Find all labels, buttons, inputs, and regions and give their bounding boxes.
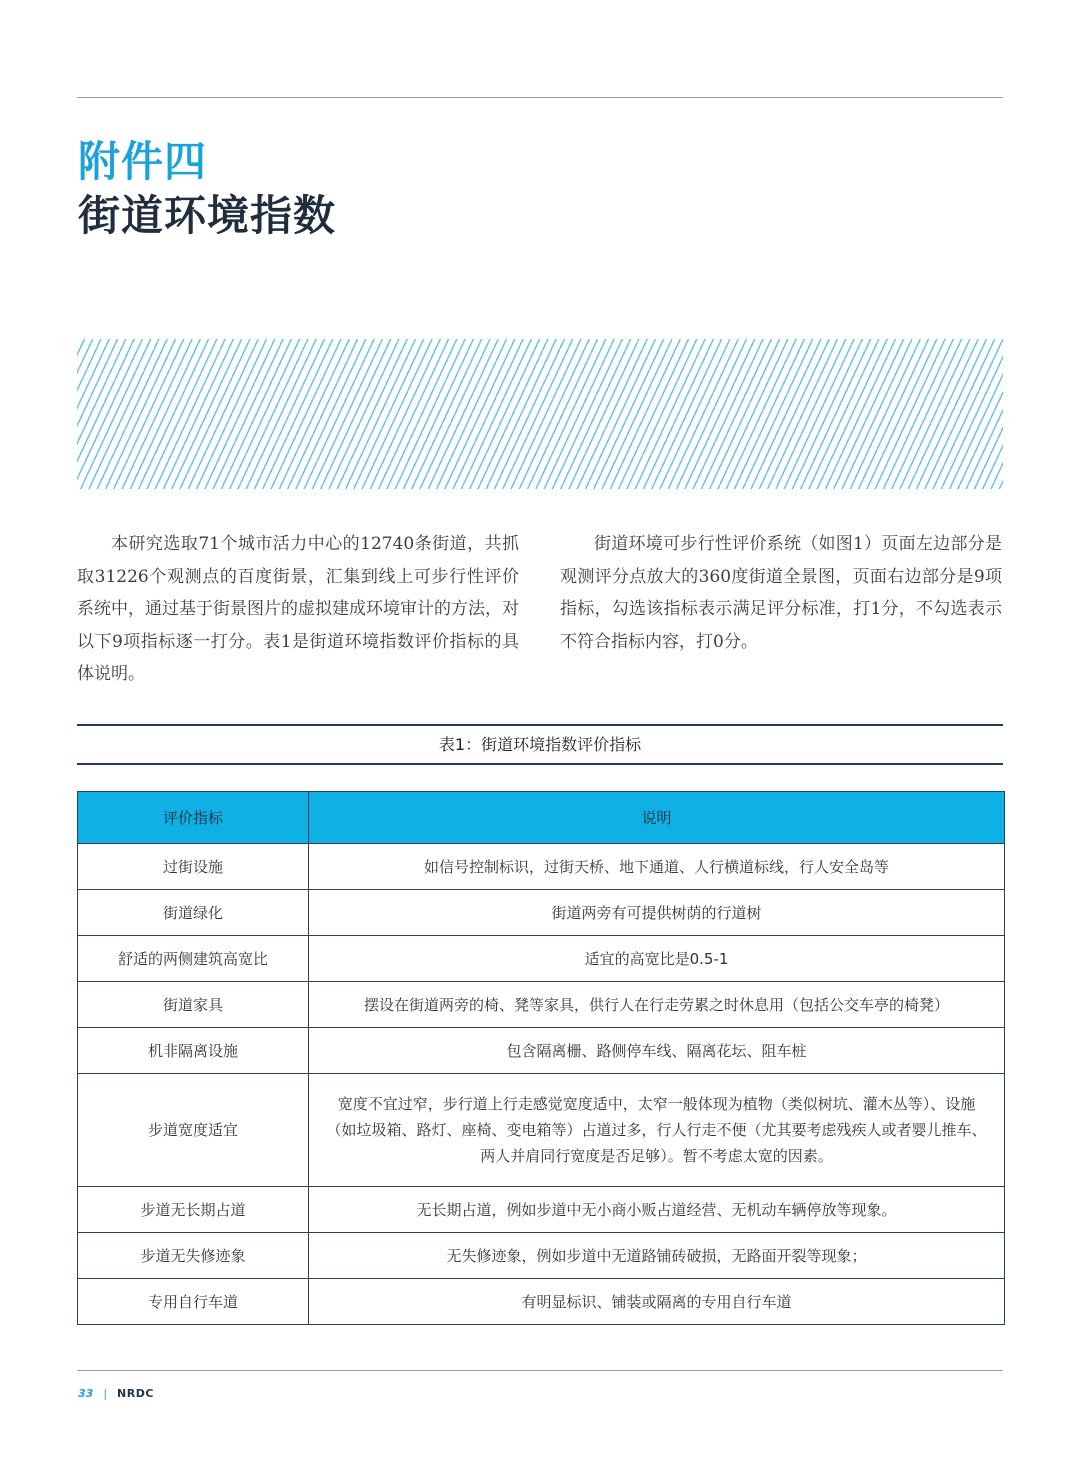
brand-name: NRDC <box>117 1387 154 1400</box>
page-footer <box>78 1386 154 1402</box>
bottom-divider <box>77 1370 1003 1371</box>
footer-separator: | <box>103 1387 108 1400</box>
indicator-cell: 机非隔离设施 <box>78 1028 309 1074</box>
description-cell: 如信号控制标识，过街天桥、地下通道、人行横道标线，行人安全岛等 <box>309 844 1005 890</box>
table-row <box>78 936 1005 982</box>
table-row <box>78 1279 1005 1325</box>
indicator-cell: 步道宽度适宜 <box>78 1074 309 1187</box>
description-cell: 无失修迹象，例如步道中无道路铺砖破损，无路面开裂等现象； <box>309 1233 1005 1279</box>
table-header-row <box>78 792 1005 844</box>
indicator-cell: 专用自行车道 <box>78 1279 309 1325</box>
description-cell: 宽度不宜过窄，步行道上行走感觉宽度适中，太窄一般体现为植物（类似树坑、灌木丛等）、设施（如垃圾箱、路灯、座椅、变电箱等）占道过多，行人行走不便（尤其要考虑残疾人或者婴儿推车、两人并肩同行宽度是否足够）。暂不考虑太宽的因素。 <box>309 1074 1005 1187</box>
caption-rule-bottom <box>77 763 1003 765</box>
indicator-cell: 舒适的两侧建筑高宽比 <box>78 936 309 982</box>
table-row <box>78 890 1005 936</box>
table-row <box>78 1028 1005 1074</box>
table-row <box>78 1074 1005 1187</box>
indicator-cell: 步道无长期占道 <box>78 1187 309 1233</box>
table-row <box>78 982 1005 1028</box>
indicator-cell: 街道家具 <box>78 982 309 1028</box>
page-number: 33 <box>78 1387 94 1400</box>
appendix-label: 附件四 <box>78 137 208 186</box>
table-row <box>78 844 1005 890</box>
intro-paragraph-right: 街道环境可步行性评价系统（如图1）页面左边部分是观测评分点放大的360度街道全景图，页面右边部分是9项指标，勾选该指标表示满足评分标准，打1分，不勾选表示不符合指标内容，打0分。 <box>560 534 1002 652</box>
header-description: 说明 <box>309 792 1005 844</box>
page-title: 街道环境指数 <box>78 191 337 240</box>
indicator-table <box>77 791 1005 1325</box>
description-cell: 包含隔离栅、路侧停车线、隔离花坛、阻车桩 <box>309 1028 1005 1074</box>
description-cell: 街道两旁有可提供树荫的行道树 <box>309 890 1005 936</box>
indicator-cell: 街道绿化 <box>78 890 309 936</box>
header-indicator: 评价指标 <box>78 792 309 844</box>
description-cell: 摆设在街道两旁的椅、凳等家具，供行人在行走劳累之时休息用（包括公交车亭的椅凳） <box>309 982 1005 1028</box>
description-cell: 无长期占道，例如步道中无小商小贩占道经营、无机动车辆停放等现象。 <box>309 1187 1005 1233</box>
decorative-hatch-band <box>77 339 1003 489</box>
description-cell: 适宜的高宽比是0.5-1 <box>309 936 1005 982</box>
description-cell: 有明显标识、铺装或隔离的专用自行车道 <box>309 1279 1005 1325</box>
table-row <box>78 1187 1005 1233</box>
table-caption: 表1：街道环境指数评价指标 <box>438 735 642 754</box>
indicator-cell: 过街设施 <box>78 844 309 890</box>
top-divider <box>77 97 1003 98</box>
indicator-cell: 步道无失修迹象 <box>78 1233 309 1279</box>
table-row <box>78 1233 1005 1279</box>
intro-paragraph-left: 本研究选取71个城市活力中心的12740条街道，共抓取31226个观测点的百度街景，汇集到线上可步行性评价系统中，通过基于街景图片的虚拟建成环境审计的方法，对以下9项指标逐一打分。表1是街道环境指数评价指标的具体说明。 <box>77 534 519 684</box>
